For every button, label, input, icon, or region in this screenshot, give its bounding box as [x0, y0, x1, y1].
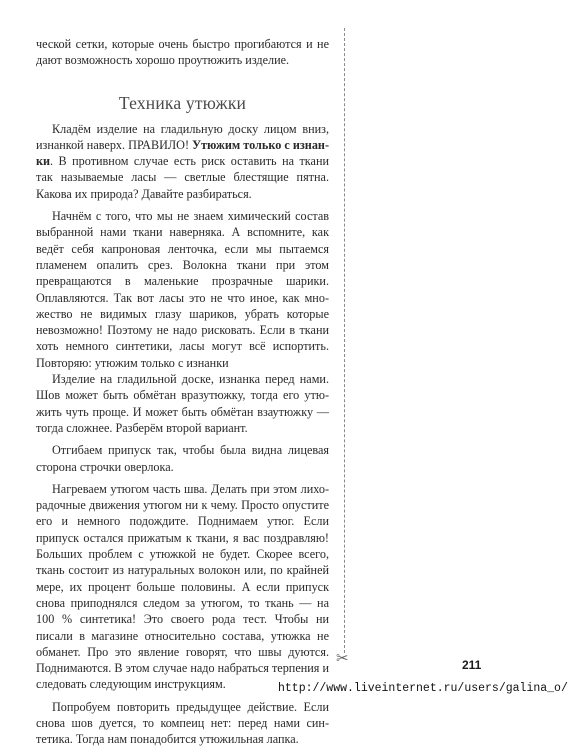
paragraph-5: Нагреваем утюгом часть шва. Делать при этом лихорадочные движения утюгом ни к чему. Просто опустите его и немного подождите. Поднимаем утюг. Если припуск остался прижатым к ткани, я вас поздравляю! Больших проблем с утюжкой не будет. Скорее всего, ткань состоит из натуральных волокон или, по крайней мере, их процент больше половины. А если припуск снова приподнялся следом за утюгом, то ткань — на 100 % синтетика! Это своего рода тест. Чтобы ни писали в магазине относительно состава, утюжка не обманет. Про это явление говорят, что швы дуются. Поднимаются. В этом случае надо набраться терпения и следовать следующим инструкциям.: [36, 481, 329, 692]
text-column: [36, 36, 329, 748]
paragraph-1: [36, 121, 329, 202]
source-watermark: http://www.liveinternet.ru/users/galina_o/: [278, 682, 568, 695]
paragraph-2: Начнём с того, что мы не знаем химический состав выбранной нами ткани наверняка. А вспомните, как ведёт себя капроновая ленточка, если мы пытаемся пламенем опалить срез. Волокна ткани при этом превращаются в маленькие прозрачные шарики. Оплавляются. Так вот ласы это не что иное, как множество не видимых глазу шариков, убрать которые невозможно! Поэтому не надо рисковать. Если в ткани хоть немного синтетики, ласы могут всё испортить. Повторяю: утюжим только с изнанки: [36, 209, 329, 370]
cut-line: [344, 28, 345, 653]
paragraph-1-rule: Утюжим только с изнанки: [36, 137, 329, 169]
intro-paragraph: ческой сетки, которые очень быстро прогибаются и не дают возможность хорошо проутюжить изделие.: [36, 37, 329, 68]
scissors-icon: ✂: [336, 649, 349, 667]
paragraph-6: Попробуем повторить предыдущее действие. Если снова шов дуется, то компеиц нет: перед нами синтетика. Тогда нам понадобится утюжильная лапка.: [36, 699, 329, 747]
paragraph-3: Изделие на гладильной доске, изнанка перед нами. Шов может быть обмётан вразутюжку, тогда его утюжить чуть проще. И может быть обмётан взаутюжку — тогда сложнее. Разберём второй вариант.: [36, 372, 329, 435]
paragraph-1-end: . В противном случае есть риск оставить на ткани так называемые ласы — светлые блестящие пятна. Какова их природа? Давайте разбираться.: [36, 154, 329, 201]
paragraph-1-start: Кладём изделие на гладильную доску лицом вниз, изнанкой наверх. ПРАВИЛО!: [36, 121, 329, 152]
paragraph-4: Отгибаем припуск так, чтобы была видна лицевая сторона строчки оверлока.: [36, 443, 329, 474]
page-number: 211: [462, 658, 482, 672]
section-heading: Техника утюжки: [118, 92, 247, 113]
